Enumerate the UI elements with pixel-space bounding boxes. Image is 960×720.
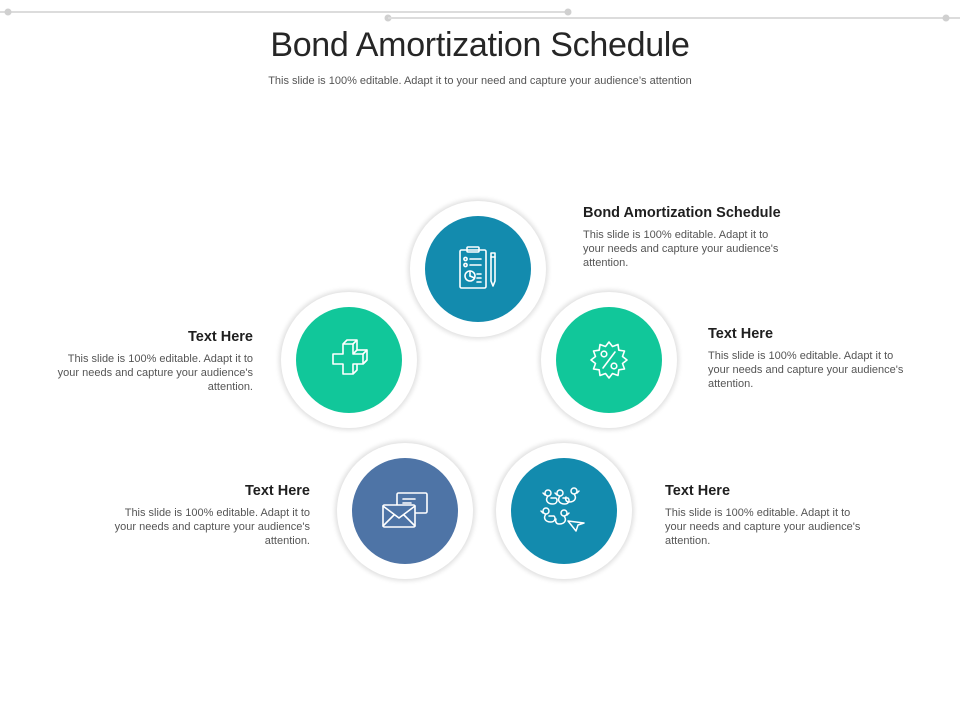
page-subtitle: This slide is 100% editable. Adapt it to your need and capture your audience’s attention [268,75,692,87]
item-heading-5: Text Here [187,329,253,345]
item-heading-3: Text Here [665,483,731,499]
item-body-4: This slide is 100% editable. Adapt it to your needs and capture your audience's attention. [114,507,310,547]
birds-flock-icon [536,483,592,539]
item-block-5 [53,329,253,394]
item-body-1: This slide is 100% editable. Adapt it to your needs and capture your audience's attention. [583,229,779,269]
circle-plus [281,292,417,428]
item-block-1 [583,205,783,270]
envelopes-icon [377,483,433,539]
circle-fill-birds [511,458,617,564]
item-heading-2: Text Here [708,326,774,342]
circle-fill-envelopes [352,458,458,564]
percent-badge-icon [581,332,637,388]
circle-fill-percent [556,307,662,413]
circle-birds [496,443,632,579]
item-heading-1: Bond Amortization Schedule [583,205,781,221]
item-body-3: This slide is 100% editable. Adapt it to your needs and capture your audience's attention. [665,507,861,547]
item-block-3 [665,483,865,548]
item-heading-4: Text Here [244,483,310,499]
circle-fill-report [425,216,531,322]
item-body-5: This slide is 100% editable. Adapt it to your needs and capture your audience's attention. [57,353,253,393]
plus-3d-icon [321,332,377,388]
report-clipboard-icon [450,241,506,297]
item-block-2 [708,326,908,391]
item-body-2: This slide is 100% editable. Adapt it to your needs and capture your audience's attention. [708,350,904,390]
circle-fill-plus [296,307,402,413]
item-block-4 [110,483,310,548]
circle-report [410,201,546,337]
page-title: Bond Amortization Schedule [270,26,690,64]
circle-envelopes [337,443,473,579]
circle-percent [541,292,677,428]
